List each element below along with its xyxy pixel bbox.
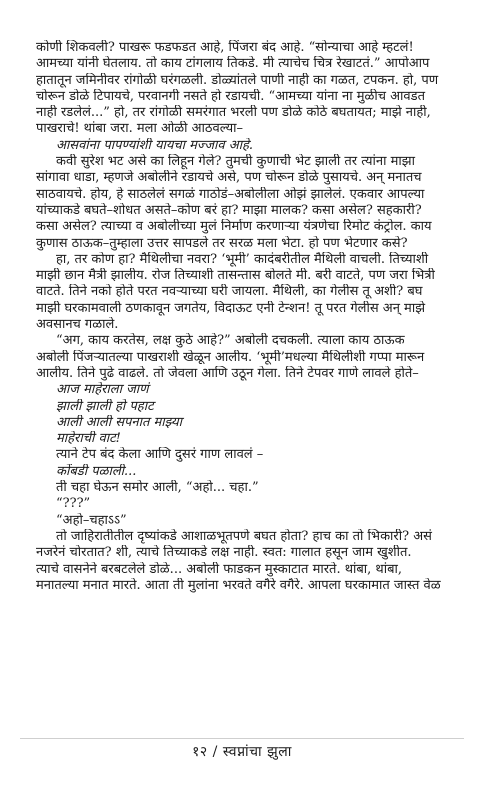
text-line: कोणी शिकवली? पाखरू फडफडत आहे, पिंजरा बंद आहे. “सोन्याचा आहे म्हटलं! xyxy=(36,40,414,55)
text-line: कवी सुरेश भट असे का लिहून गेले? तुमची कुणाची भेट झाली तर त्यांना माझा xyxy=(56,154,415,170)
text-line: नजरेनं चोरतात? शी, त्याचे तिच्याकडे लक्ष नाही. स्वत: गालात हसून जाम खुशीत. xyxy=(36,545,412,561)
text-line: माझी घरकामवाली ठणकावून जगतेय, विदाऊट एनी टेन्शन! तू परत गेलीस अन् माझे xyxy=(36,300,426,316)
text-line: तो जाहिरातीतील दृष्यांकडे आशाळभूतपणे बघत होता? हाच का तो भिकारी? असं xyxy=(56,528,432,544)
text-line: हा, तर कोण हा? मैथिलीचा नवरा? ‘भूमी’ कादंबरीतील मैथिली वाचली. तिच्याशी xyxy=(56,251,429,267)
text-line: अबोली पिंजऱ्यातल्या पाखराशी खेळून आलीय. ‘भूमी’मधल्या मैथिलीशी गप्पा मारून xyxy=(36,349,425,365)
text-line: अवसानच गळाले. xyxy=(36,317,119,333)
verse-line: आली आली सपनात माझ्या xyxy=(56,414,183,430)
text-line: ती चहा घेऊन समोर आली, “अहो... चहा.” xyxy=(56,480,259,496)
verse-line: माहेराची वाट! xyxy=(56,431,121,447)
text-line: “अग, काय करतेस, लक्ष कुठे आहे?” अबोली दचकली. त्याला काय ठाऊक xyxy=(56,333,405,349)
text-line: त्याचे वासनेने बरबटलेले डोळे... अबोली फाडकन मुस्काटात मारते. थांबा, थांबा, xyxy=(36,561,403,577)
verse-line: आज माहेराला जाणं xyxy=(56,382,149,398)
text-line: पाखराचे! थांबा जरा. मला ओळी आठवल्या– xyxy=(36,121,244,137)
text-line: कुणास ठाऊक–तुम्हाला उत्तर सापडले तर सरळ मला भेटा. हो पण भेटणार कसे? xyxy=(36,235,408,251)
text-line: आमच्या यांनी घेतलाय. तो काय टांगलाय तिकडे. मी त्याचेच चित्र रेखाटतं.” आपोआप xyxy=(36,56,430,72)
text-line: यांच्याकडे बघते–शोधत असते–कोण बरं हा? माझा मालक? कसा असेल? सहकारी? xyxy=(36,202,422,218)
verse-line: आसवांना पापण्यांशी यायचा मज्जाव आहे. xyxy=(56,137,254,153)
text-line: मनातल्या मनात मारते. आता ती मुलांना भरवते वगैरे वगैरे. आपला घरकामात जास्त वेळ xyxy=(36,577,441,593)
text-line: सांगावा धाडा, म्हणजे अबोलीने रडायचे असे, पण चोरून डोळे पुसायचे. अन् मनातच xyxy=(36,170,422,186)
text-line: त्याने टेप बंद केला आणि दुसरं गाण लावलं – xyxy=(56,447,264,463)
text-line: “???” xyxy=(56,496,91,512)
text-line: “अहो–चहाऽऽ” xyxy=(56,512,127,528)
body-text xyxy=(36,40,466,594)
verse-line: झाली झाली हो पहाट xyxy=(56,398,154,414)
text-line: हातातून जमिनीवर रांगोळी घरंगळली. डोळ्यांतले पाणी नाही का गळत, टपकन. हो, पण xyxy=(36,72,439,88)
page-footer: १२ / स्वप्नांचा झुला xyxy=(192,744,292,760)
footer-rule xyxy=(20,738,464,739)
text-line: चोरून डोळे टिपायचे, परवानगी नसते हो रडायची. “आमच्या यांना ना मुळीच आवडत xyxy=(36,88,425,104)
verse-line: कोंबडी पळाली... xyxy=(56,463,137,479)
text-line: साठवायचे. होय, हे साठलेलं सगळं गाठोडं–अबोलीला ओझं झालेलं. एकवार आपल्या xyxy=(36,186,425,202)
text-line: वाटते. तिने नको होते परत नवऱ्याच्या घरी जायला. मैथिली, का गेलीस तू अशी? बघ xyxy=(36,284,423,300)
text-line: नाही रडलेलं...” हो, तर रांगोळी समरंगात भरली पण डोळे कोठे बघतायत; माझे नाही, xyxy=(36,105,431,121)
text-line: कसा असेल? त्याच्या व अबोलीच्या मुलं निर्माण करणाऱ्या यंत्रणेचा रिमोट कंट्रोल. काय xyxy=(36,219,432,235)
text-line: आलीय. तिने पुढे वाढले. तो जेवला आणि उठून गेला. तिने टेपवर गाणे लावले होते– xyxy=(36,365,419,381)
text-line: माझी छान मैत्री झालीय. रोज तिच्याशी तासन्तास बोलते मी. बरी वाटते, पण जरा भित्री xyxy=(36,268,435,284)
